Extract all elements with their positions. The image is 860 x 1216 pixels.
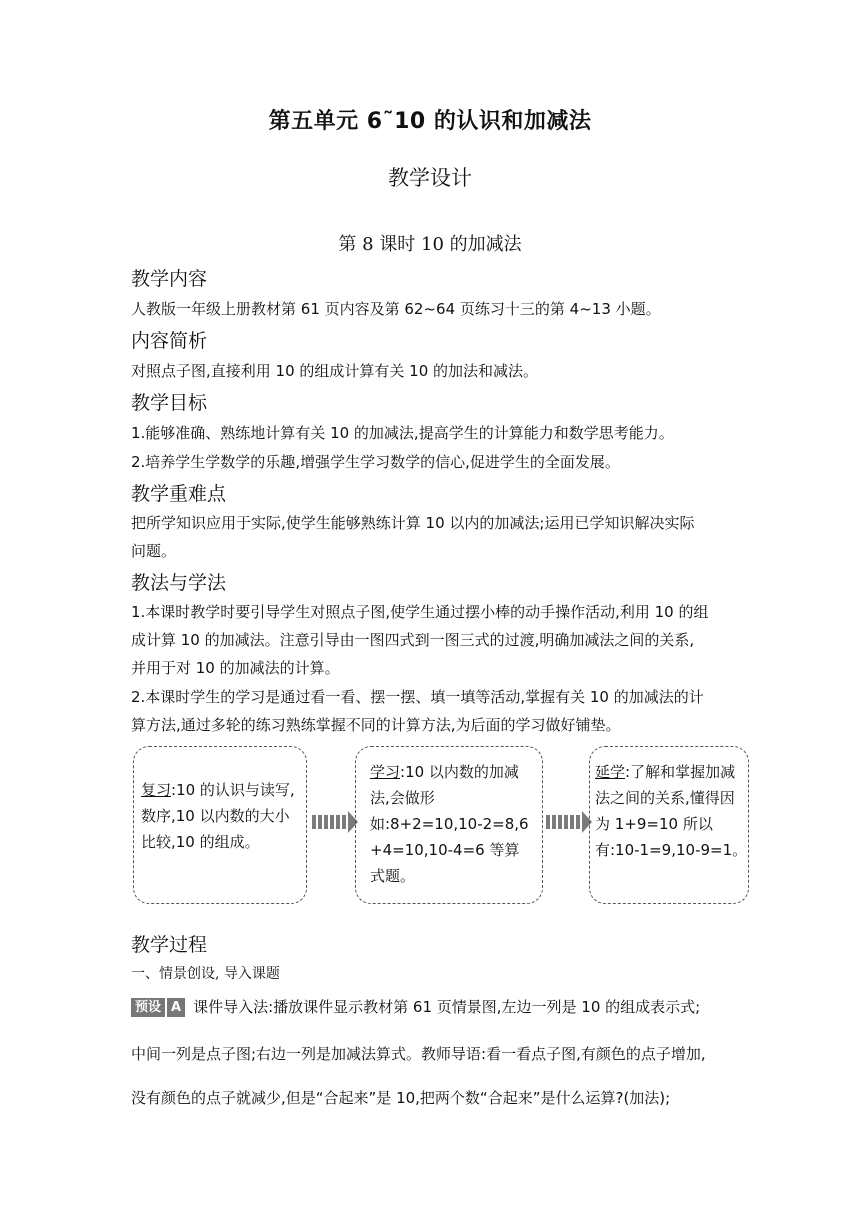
- preset-a-badge: 预设 A: [131, 998, 185, 1017]
- heading-goals: 教学目标: [131, 392, 208, 414]
- arrow-right-icon: [312, 811, 358, 833]
- arrow-right-icon: [546, 811, 592, 833]
- heading-content: 教学内容: [131, 268, 208, 290]
- review-label: 复习: [141, 781, 172, 799]
- heading-methods: 教法与学法: [131, 572, 227, 594]
- method-line-2: 成计算 10 的加减法。注意引导由一图四式到一图三式的过渡,明确加减法之间的关系,: [131, 631, 695, 649]
- goal-line-2: 2.培养学生学数学的乐趣,增强学生学习数学的信心,促进学生的全面发展。: [131, 453, 620, 471]
- study-label: 学习: [370, 763, 401, 781]
- heading-process: 教学过程: [131, 934, 208, 956]
- method-line-4: 2.本课时学生的学习是通过看一看、摆一摆、填一填等活动,掌握有关 10 的加减法的计: [131, 688, 704, 706]
- method-line-5: 算方法,通过多轮的练习熟练掌握不同的计算方法,为后面的学习做好铺垫。: [131, 716, 621, 734]
- study-text: 学习:10 以内数的加减 法,会做形 如:8+2=10,10-2=8,6 +4=10,10-4=6 等算 式题。: [370, 763, 529, 885]
- process-line-1: 预设 A 课件导入法:播放课件显示教材第 61 页情景图,左边一列是 10 的组成表示式;: [131, 996, 700, 1017]
- difficulty-line-1: 把所学知识应用于实际,使学生能够熟练计算 10 以内的加减法;运用已学知识解决实际: [131, 514, 695, 532]
- extend-label: 延学: [595, 763, 626, 781]
- process-line-3: 没有颜色的点子就减少,但是“合起来”是 10,把两个数“合起来”是什么运算?(加法);: [131, 1089, 671, 1107]
- heading-analysis: 内容简析: [131, 330, 208, 352]
- process-line-2: 中间一列是点子图;右边一列是加减法算式。教师导语:看一看点子图,有颜色的点子增加,: [131, 1045, 706, 1063]
- review-text: 复习:10 的认识与读写, 数序,10 以内数的大小 比较,10 的组成。: [141, 781, 295, 851]
- method-line-1: 1.本课时教学时要引导学生对照点子图,使学生通过摆小棒的动手操作活动,利用 10 的组: [131, 603, 709, 621]
- difficulty-line-2: 问题。: [131, 542, 177, 560]
- goal-line-1: 1.能够准确、熟练地计算有关 10 的加减法,提高学生的计算能力和数学思考能力。: [131, 424, 674, 442]
- page-title: 第五单元 6˜10 的认识和加减法: [268, 109, 592, 134]
- section-1-title: 一、情景创设, 导入课题: [131, 966, 280, 982]
- method-line-3: 并用于对 10 的加减法的计算。: [131, 659, 340, 677]
- heading-difficulties: 教学重难点: [131, 483, 227, 505]
- extend-text: 延学:了解和掌握加减 法之间的关系,懂得因 为 1+9=10 所以 有:10-1=9,10-9=1。: [595, 763, 748, 859]
- content-text: 人教版一年级上册教材第 61 页内容及第 62~64 页练习十三的第 4~13 小题。: [131, 300, 661, 318]
- lesson-title: 第 8 课时 10 的加减法: [338, 234, 522, 255]
- page-subtitle: 教学设计: [388, 166, 472, 190]
- analysis-text: 对照点子图,直接利用 10 的组成计算有关 10 的加法和减法。: [131, 362, 539, 380]
